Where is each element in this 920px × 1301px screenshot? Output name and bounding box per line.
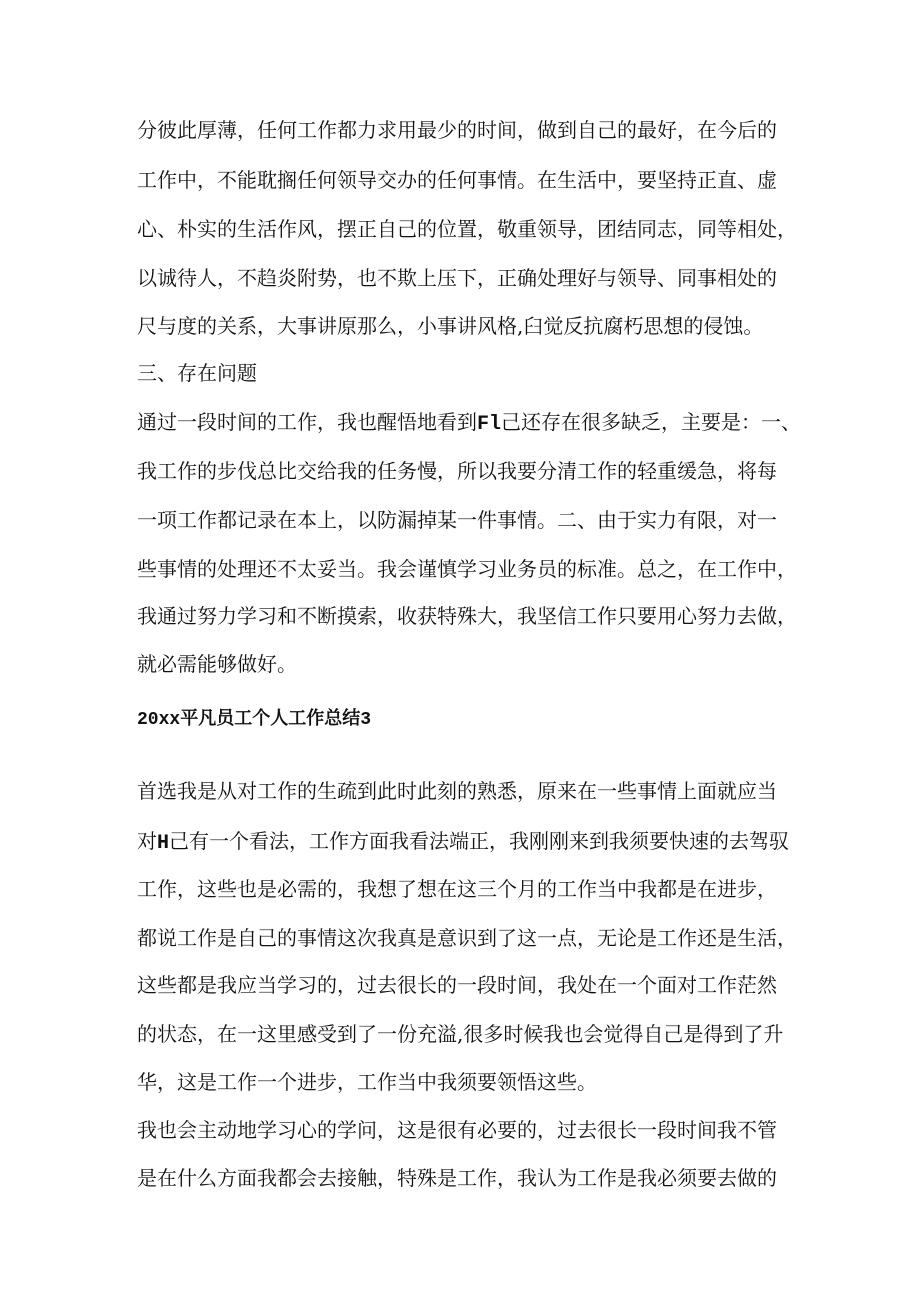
paragraph-line — [137, 410, 801, 437]
paragraph-line: 尺与度的关系，大事讲原那么，小事讲风格,臼觉反抗腐朽思想的侵蚀。 — [137, 314, 764, 338]
section-title — [137, 707, 371, 732]
paragraph-line: 首选我是从对工作的生疏到此时此刻的熟悉，原来在一些事情上面就应当 — [137, 779, 777, 803]
paragraph-line — [137, 829, 789, 856]
paragraph-line: 都说工作是自己的事情这次我真是意识到了这一点，无论是工作还是生活， — [137, 926, 797, 950]
ocr-glitch-mark: Fl — [477, 413, 502, 436]
paragraph-line: 分彼此厚薄，任何工作都力求用最少的时间，做到自己的最好，在今后的 — [137, 118, 777, 142]
paragraph-line: 我工作的步伐总比交给我的任务慢，所以我要分清工作的轻重缓急，将每 — [137, 459, 777, 483]
paragraph-line: 以诚待人，不趋炎附势，也不欺上压下，正确处理好与领导、同事相处的 — [137, 266, 777, 290]
title-text: 平凡员工个人工作总结 — [180, 708, 361, 729]
paragraph-line: 些事情的处理还不太妥当。我会谨慎学习业务员的标准。总之，在工作中， — [137, 557, 797, 581]
paragraph-line: 一项工作都记录在本上，以防漏掉某一件事情。二、由于实力有限，对一 — [137, 508, 777, 532]
paragraph-text: 对 — [137, 829, 157, 853]
paragraph-line: 就必需能够做好。 — [137, 652, 297, 676]
paragraph-line: 的状态，在一这里感受到了一份充溢,很多时候我也会觉得自己是得到了升 — [137, 1022, 784, 1046]
paragraph-text: 己有一个看法，工作方面我看法端正，我刚刚来到我须要快速的去驾驭 — [169, 829, 790, 853]
paragraph-text: 己还存在很多缺乏，主要是：一、 — [501, 410, 802, 434]
title-number: 3 — [360, 710, 372, 730]
paragraph-line: 工作，这些也是必需的，我想了想在这三个月的工作当中我都是在进步， — [137, 877, 777, 901]
paragraph-line: 这些都是我应当学习的，过去很长的一段时间，我处在一个面对工作茫然 — [137, 973, 777, 997]
paragraph-line: 我通过努力学习和不断摸索，收获特殊大，我坚信工作只要用心努力去做， — [137, 604, 797, 628]
paragraph-line: 是在什么方面我都会去接触，特殊是工作，我认为工作是我必须要去做的 — [137, 1166, 777, 1190]
paragraph-text: 通过一段时间的工作，我也醒悟地看到 — [137, 410, 477, 434]
paragraph-line: 工作中，不能耽搁任何领导交办的任何事情。在生活中，要坚持正直、虚 — [137, 168, 777, 192]
title-year: 20xx — [137, 710, 181, 730]
paragraph-line: 华，这是工作一个进步，工作当中我须要领悟这些。 — [137, 1070, 597, 1094]
section-heading: 三、存在问题 — [137, 361, 257, 385]
paragraph-line: 我也会主动地学习心的学问，这是很有必要的，过去很长一段时间我不管 — [137, 1118, 777, 1142]
paragraph-line: 心、朴实的生活作风，摆正自己的位置，敬重领导，团结同志，同等相处， — [137, 217, 797, 241]
ocr-glitch-mark: H — [157, 832, 170, 855]
